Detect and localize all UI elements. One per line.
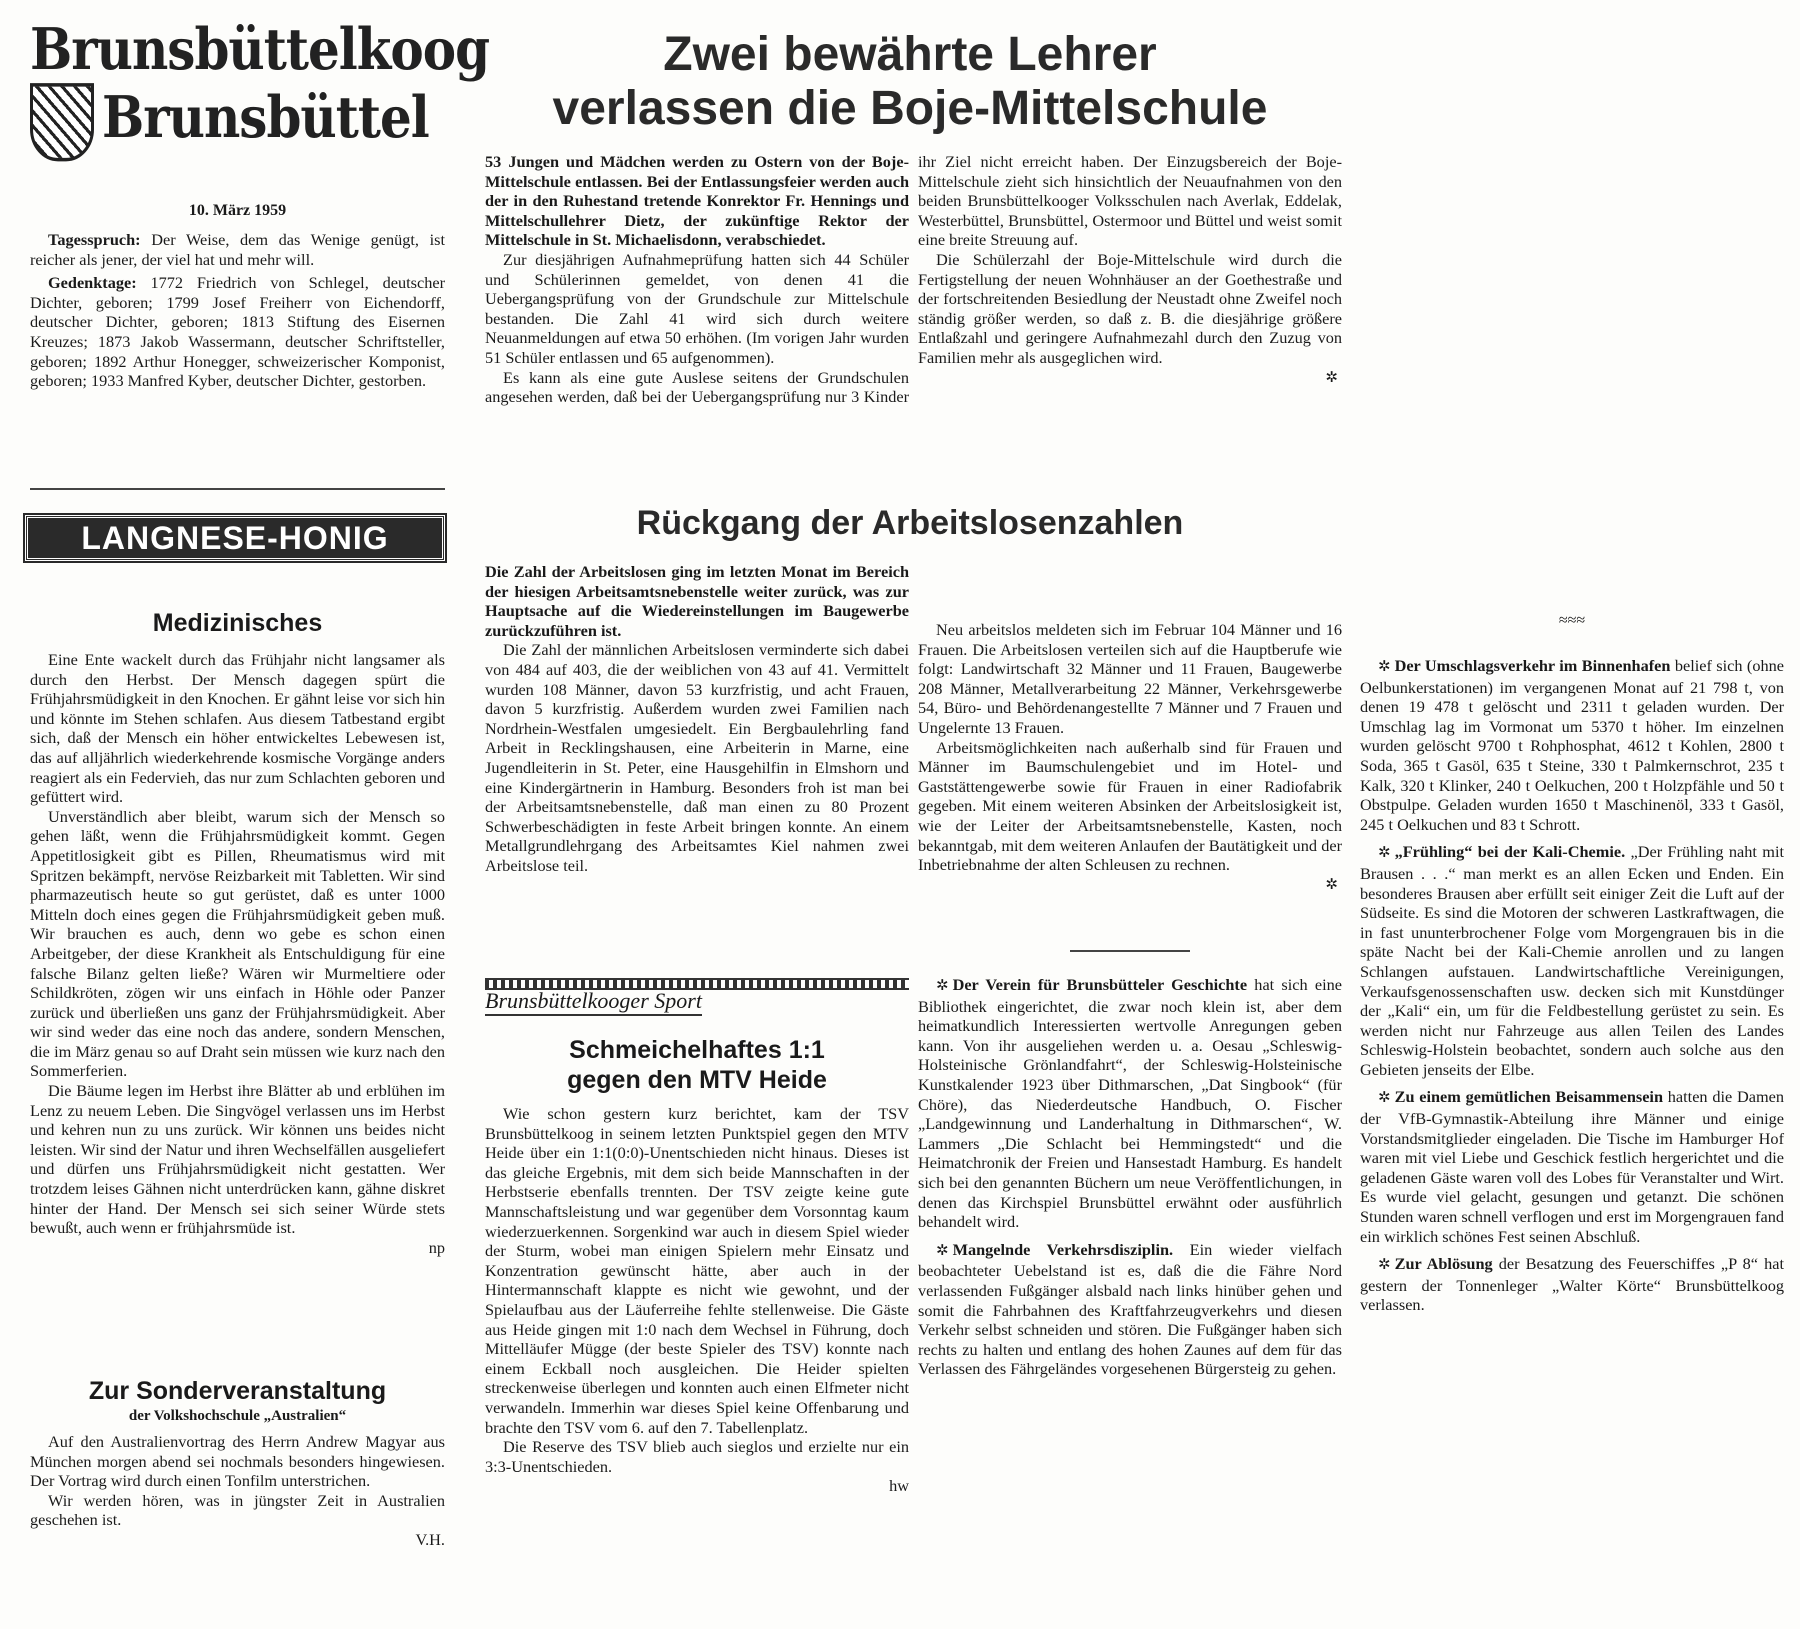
star-icon: ✲ bbox=[936, 1242, 949, 1259]
article-title: Zur Ablösung bbox=[1394, 1254, 1493, 1274]
star-icon: ✲ bbox=[1378, 845, 1391, 862]
paragraph: Es kann als eine gute Auslese seitens der Grundschulen angesehen werden, daß bei der Uebergangsprüfung nur 3 Kinder ihr Ziel nicht erreicht haben. Der Einzugsbereich der Boje-Mittelschule zieht sich hinsichtlich der Neuaufnahmen von den beiden Brunsbüttelkooger Volksschulen nach Averlak, Eddelak, Westerbüttel, Brunsbüttel, Ostermoor und Büttel und weist somit eine breite Streuung auf. bbox=[485, 152, 1342, 407]
paragraph: Die Schülerzahl der Boje-Mittelschule wird durch die Fertigstellung der neuen Wohnhäuser an der Goethestraße und der fortschreitenden Besiedlung der Neustadt ohne Zweifel noch ständig größer werden, so daß z. B. die diesjährige größere Entlaßzahl und geringere Aufnahmezahl durch den Zuzug von Familien mehr als ausgeglichen wird. bbox=[918, 249, 1342, 367]
local-news bbox=[1360, 656, 1784, 1315]
article-text: belief sich (ohne Oelbunkerstationen) im vergangenen Monat auf 21 798 t, von denen 19 478 t gelöscht und 2311 t geladen wurden. Der Umschlag lag im Vormonat um 5370 t höher. Im einzelnen wurden gelöscht 9700 t Rohphosphat, 4612 t Kohlen, 2800 t Soda, 365 t Gasöl, 635 t Steine, 330 t Palmkernschrot, 235 t Kalk, 320 t Klinker, 240 t Oelkuchen, 200 t Holzpfähle und 50 t Obstpulpe. Geladen wurden 1650 t Maschinenöl, 333 t Gasöl, 245 t Oelkuchen und 83 t Schrott. bbox=[1360, 656, 1784, 834]
tagesspruch-text: Der Weise, dem das Wenige genügt, ist reicher als jener, der viel hat und mehr will. bbox=[30, 230, 445, 269]
article-text: hatten die Damen der VfB-Gymnastik-Abteilung ihre Männer und einige Vorstandsmitglieder eingeladen. Die Tische im Hamburger Hof waren mit viel Liebe und Geschick festlich hergerichtet und die geladenen Gäste waren voll des Lobes für Veranstalter und Wirt. Es wurde viel gelacht, gesungen und getanzt. Die schönen Stunden waren schnell verflogen und erst im Morgengrauen fand ein wirklich schönes Fest seinen Abschluß. bbox=[1360, 1087, 1784, 1246]
divider bbox=[1070, 950, 1190, 952]
masthead bbox=[30, 14, 490, 151]
article-arbeit-col2 bbox=[918, 620, 1342, 894]
article-lead: 53 Jungen und Mädchen werden zu Ostern von der Boje-Mittelschule entlassen. Bei der Entlassungsfeier werden auch der in den Ruhestand tretende Konrektor Fr. Hennings und Mittelschullehrer Dietz, der zukünftige Rektor der Mittelschule in St. Michaelisdonn, verabschiedet. bbox=[485, 152, 909, 250]
article-text: der Besatzung des Feuerschiffes „P 8“ hat gestern der Tonnenleger „Walter Körte“ Brunsbüttelkoog verlassen. bbox=[1360, 1254, 1784, 1315]
author-signature: V.H. bbox=[415, 1529, 445, 1549]
article-title: Der Verein für Brunsbütteler Geschichte bbox=[952, 975, 1248, 994]
author-signature: hw bbox=[889, 1476, 909, 1496]
author-signature: np bbox=[428, 1237, 445, 1257]
daily-info bbox=[30, 230, 445, 391]
article-title: Der Umschlagsverkehr im Binnenhafen bbox=[1394, 656, 1671, 675]
paragraph: Unverständlich aber bleibt, warum sich der Mensch so gehen läßt, wenn die Frühjahrsmüdigkeit kommt. Gegen Appetitlosigkeit gibt es Pillen, Rheumatismus wird mit Spritzen bekämpft, nervöse Reizbarkeit mit Tabletten. Wir sind pharmazeutisch heute so gut gerüstet, daß es unter 1000 Mitteln doch eines gegen die Frühjahrsmüdigkeit geben muß. Wir brauchen es auch, denn wo gebe es schon einen Arbeitgeber, der diese Krankheit als Entschuldigung für eine falsche Bilanz gelten ließe? Wären wir Murmeltiere oder Schildkröten, zögen wir uns einfach in Höhle oder Panzer zurück und überließen uns ganz der Frühjahrsmüdigkeit. Aber wir sind weder das eine noch das andere, sondern Menschen, die im März genau so auf Draht sein müssen wie kurz nach den Sommerferien. bbox=[30, 806, 445, 1081]
paragraph: Zur diesjährigen Aufnahmeprüfung hatten sich 44 Schüler und Schülerinnen gemeldet, von denen 41 die Uebergangsprüfung von der Grundschule zur Mittelschule bestanden. Die Zahl 41 wird sich durch weitere Neuanmeldungen auf etwa 50 erhöhen. (Im vorigen Jahr wurden 51 Schüler entlassen und 65 aufgenommen). bbox=[485, 249, 909, 367]
headline-line2: verlassen die Boje-Mittelschule bbox=[552, 82, 1268, 135]
paragraph: Arbeitsmöglichkeiten nach außerhalb sind für Frauen und Männer im Baumschulengebiet und im Hotel- und Gaststättengewerbe sowie für Frauen in einer Radiofabrik gegeben. Mit einem weiteren Absinken der Arbeitslosigkeit ist, wie der Leiter der Arbeitsamtsnebenstelle, Kasten, noch bekanntgab, mit dem weiteren Anlaufen der Bautätigkeit und der Inbetriebnahme der alten Schleusen zu rechnen. bbox=[918, 737, 1342, 875]
star-icon: ✲ bbox=[1325, 369, 1338, 386]
star-icon: ✲ bbox=[1378, 659, 1391, 675]
article-arbeit-col1 bbox=[485, 562, 909, 876]
sport-section-header bbox=[485, 988, 909, 1016]
paragraph: Die Bäume legen im Herbst ihre Blätter ab und erblühen im Lenz zu neuem Leben. Die Singvögel verlassen uns im Herbst und kehren nun zu uns zurück. Wir können uns beides nicht leisten. Wir sind der Natur und ihren Wechselfällen ausgeliefert und dürfen uns Frühjahrsmüdigkeit nicht gestatten. Wer trotzdem leises Gähnen nicht unterdrücken kann, gähne diskret hinter der Hand. Der Mensch sei sich seiner Würde stets bewußt, auch wenn er frühjahrsmüde ist. bbox=[30, 1081, 445, 1238]
tagesspruch-label: Tagesspruch: bbox=[48, 230, 141, 249]
paragraph: Auf den Australienvortrag des Herrn Andrew Magyar aus München morgen abend sei nochmals besonders hingewiesen. Der Vortrag wird durch einen Tonfilm unterstrichen. bbox=[30, 1432, 445, 1491]
article-sport bbox=[485, 1104, 909, 1496]
advertisement: LANGNESE-HONIG bbox=[25, 515, 445, 561]
star-icon: ✲ bbox=[1378, 1257, 1391, 1274]
paragraph: Wir werden hören, was in jüngster Zeit in Australien geschehen ist. bbox=[30, 1490, 445, 1530]
gedenktage-label: Gedenktage: bbox=[48, 273, 137, 293]
ornament-icon: ≈≈≈ bbox=[1558, 612, 1586, 629]
article-sonderveranstaltung bbox=[30, 1432, 445, 1550]
article-medizinisches bbox=[30, 650, 445, 1257]
issue-date: 10. März 1959 bbox=[188, 202, 287, 219]
coat-of-arms-icon bbox=[30, 83, 94, 161]
article-subtitle: der Volkshochschule „Australien“ bbox=[128, 1408, 347, 1424]
headline: Rückgang der Arbeitslosenzahlen bbox=[636, 504, 1184, 542]
paragraph: Die Zahl der männlichen Arbeitslosen verminderte sich dabei von 484 auf 403, die der weiblichen von 43 auf 41. Vermittelt wurden 108 Männer, davon 53 kurzfristig, und acht Frauen, davon 5 kurzfristig. Außerdem wurden zwei Familien nach Nordrhein-Westfalen umgesiedelt. Ein Bergbaulehrling fand Arbeit in Recklingshausen, eine Arbeiterin in Marne, eine Jugendleiterin in St. Peter, eine Hausgehilfin in Elmshorn und eine Kindergärtnerin in Hamburg. Besonders froh ist man bei der Arbeitsamtsnebenstelle, daß man einen zu 80 Prozent Schwerbeschädigten in feste Arbeit bringen konnte. An einem Metallgrundlehrgang des Arbeitsamtes Kiel nahmen zwei Arbeitslose teil. bbox=[485, 640, 909, 875]
title-line1: Schmeichelhaftes 1:1 bbox=[569, 1036, 825, 1064]
article-lead: Die Zahl der Arbeitslosen ging im letzten Monat im Bereich der hiesigen Arbeitsamtsnebenstelle weiter zurück, was zur Hauptsache auf die Wiedereinstellungen im Baugewerbe zurückzuführen ist. bbox=[485, 562, 909, 640]
paragraph: Wie schon gestern kurz berichtet, kam der TSV Brunsbüttelkoog in seinem letzten Punktspiel gegen den MTV Heide über ein 1:1(0:0)-Unentschieden nicht hinaus. Dieses ist das gleiche Ergebnis, mit dem sich beide Mannschaften in der Herbstserie ebenfalls trennten. Der TSV zeigte keine gute Mannschaftsleistung und war gegenüber dem Vorsonntag kaum wiederzuerkennen. Sorgenkind war auch in diesem Spiel wieder der Sturm, wobei man einigen Spielern mehr Einsatz und Konzentration gewünscht hätte, aber auch in der Hintermannschaft klappte es nicht wie gewohnt, und der Spielaufbau aus der Läuferreihe fehlte stellenweise. Die Gäste aus Heide gingen mit 1:0 nach dem Wechsel in Führung, doch Mittelläufer Mügge (der beste Spieler des TSV) konnte nach einem Eckball noch ausgleichen. Die Heider spielten streckenweise überlegen und konnten auch einen Elfmeter nicht verwandeln. Immerhin war dieses Spiel keine Offenbarung und brachte den TSV vom 6. auf den 7. Tabellenplatz. bbox=[485, 1104, 909, 1437]
article-title: Medizinisches bbox=[152, 609, 323, 637]
article-title: Mangelnde Verkehrsdisziplin. bbox=[952, 1239, 1174, 1259]
star-icon: ✲ bbox=[1378, 1090, 1391, 1107]
divider bbox=[30, 488, 445, 490]
article-title: Zu einem gemütlichen Beisammensein bbox=[1394, 1087, 1664, 1107]
article-title: „Frühling“ bei der Kali-Chemie. bbox=[1394, 842, 1626, 862]
star-icon: ✲ bbox=[1325, 876, 1338, 893]
article-text: „Der Frühling naht mit Brausen . . .“ man merkt es an allen Ecken und Enden. Ein besonderes Brausen aber erfüllt seit einiger Zeit die Luft auf der Südseite. Es sind die Motoren der schweren Lastkraftwagen, die in fast ununterbrochener Folge vom Morgengrauen bis in die späte Nacht bei der Kali-Chemie anrollen und zu langen Schlangen aufstauen. Landwirtschaftliche Vereinigungen, Verkaufsgenossenschaften usw. decken sich mit Kunstdünger der „Kali“ ein, um für die Feldbestellung gerüstet zu sein. Es werden nicht nur Fahrzeuge aus allen Teilen des Landes Schleswig-Holstein beobachtet, sondern auch solche aus den Gebieten jenseits der Elbe. bbox=[1360, 842, 1784, 1079]
article-verein bbox=[918, 975, 1342, 1379]
article-lehrer bbox=[485, 152, 1342, 407]
article-title: Zur Sonderveranstaltung bbox=[88, 1377, 387, 1405]
headline bbox=[470, 28, 1350, 136]
article-text: Ein wieder vielfach beobachteter Uebelstand ist es, daß die die Fähre Nord verlassenden Fußgänger alsbald nach links hinüber gehen und somit die Fahrbahnen des Kraftfahrzeugverkehrs und diesen Verkehr selbst schneiden und stören. Die Fußgänger haben sich rechts zu halten und entlang des hohen Zaunes auf dem für das Verlassen des Fährgeländes vorgesehenen Bürgersteig zu gehen. bbox=[918, 1239, 1343, 1379]
star-icon: ✲ bbox=[936, 978, 949, 994]
section-label: Brunsbüttelkooger Sport bbox=[485, 988, 702, 1016]
article-text: hat sich eine Bibliothek eingerichtet, die zwar noch klein ist, aber dem heimatkundlich Interessierten wertvolle Anregungen geben kann. Von ihr ausgeliehen werden u. a. Oesau „Schleswig-Holsteinische Grönlandfahrt“, der Schleswig-Holsteinische Kunstkalender 1923 über Dithmarschen, „Dat Singbook“ (für Chöre), das Niederdeutsche Handbuch, O. Fischer „Landgewinnung und Landerhaltung in Dithmarschen“, W. Lammers „Die Schlacht bei Hemmingstedt“ und die Heimatchronik der Freien und Hansestadt Hamburg. Es handelt sich bei den genannten Büchern um neue Veröffentlichungen, in denen das Kirchspiel Brunsbüttel erwähnt oder ausführlich behandelt wird. bbox=[918, 975, 1342, 1232]
title-line2: gegen den MTV Heide bbox=[567, 1066, 827, 1094]
masthead-line1: Brunsbüttelkoog bbox=[30, 15, 490, 83]
paragraph: Eine Ente wackelt durch das Frühjahr nicht langsamer als durch den Herbst. Der Mensch dagegen spürt die Frühjahrsmüdigkeit in den Knochen. Er gähnt leise vor sich hin und könnte im Stehen schlafen. Aus diesem Tatbestand ergibt sich, daß der Mensch ein höher entwickeltes Lebewesen ist, das auf alljährlich wiederkehrende kosmische Vorgänge anders reagiert als ein Federvieh, das nur zum Schlachten geboren und gefüttert wird. bbox=[30, 650, 445, 807]
headline-line1: Zwei bewährte Lehrer bbox=[663, 28, 1157, 81]
article-title bbox=[485, 1035, 909, 1095]
paragraph: Die Reserve des TSV blieb auch sieglos und erzielte nur ein 3:3-Unentschieden. bbox=[485, 1437, 909, 1476]
masthead-line2: Brunsbüttel bbox=[102, 83, 429, 151]
gedenktage-text: 1772 Friedrich von Schlegel, deutscher Dichter, geboren; 1799 Josef Freiherr von Eichendorff, deutscher Dichter, geboren; 1813 Stiftung des Eisernen Kreuzes; 1873 Jakob Wassermann, deutscher Schriftsteller, geboren; 1892 Arthur Honegger, schweizerischer Komponist, geboren; 1933 Manfred Kyber, deutscher Dichter, gestorben. bbox=[30, 273, 445, 391]
paragraph: Neu arbeitslos meldeten sich im Februar 104 Männer und 16 Frauen. Die Arbeitslosen verteilen sich auf die Hauptberufe wie folgt: Landwirtschaft 32 Männer und 11 Frauen, Baugewerbe 208 Männer, Metallverarbeitung 22 Männer, Verkehrsgewerbe 54, Büro- und Behördenangestellte 7 Männer und 7 Frauen und Ungelernte 13 Frauen. bbox=[918, 620, 1342, 737]
